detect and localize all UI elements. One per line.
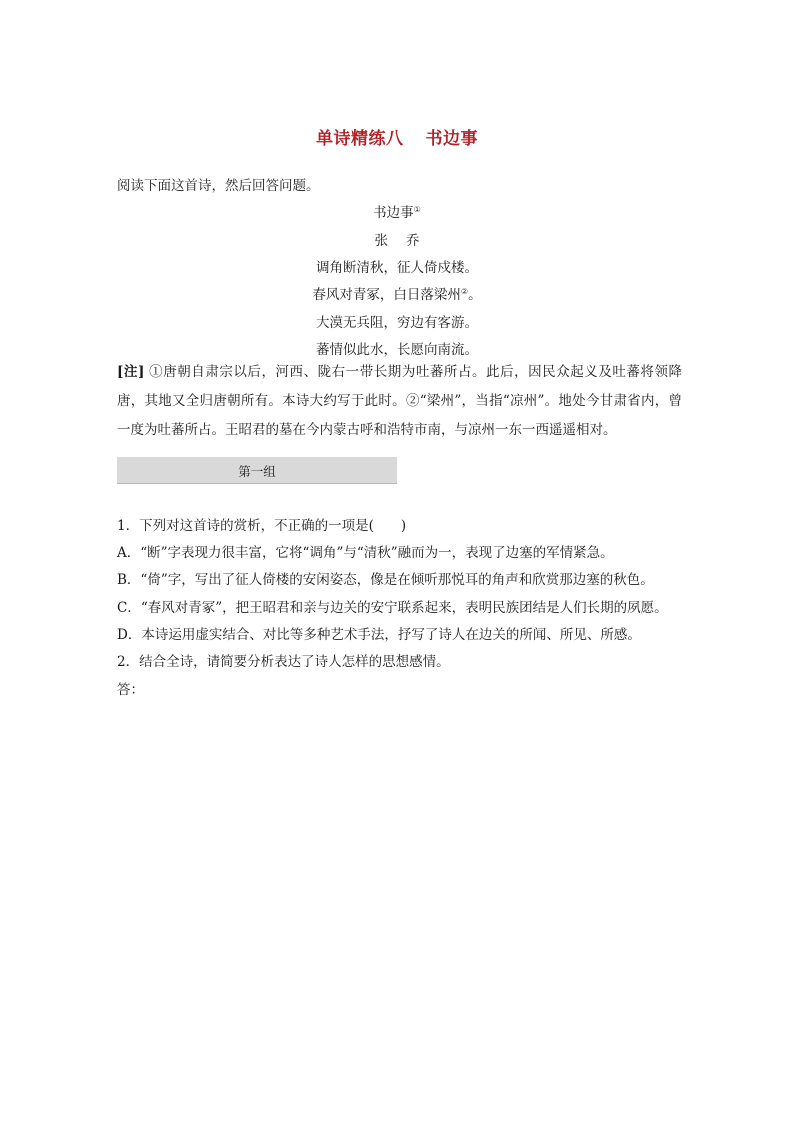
page-title [0,124,794,149]
author-surname: 张 [374,233,388,249]
poem-line-1: 调角断清秋，征人倚戍楼。 [316,260,478,276]
section-header-label: 第一组 [238,464,276,479]
poem-title-text: 书边事 [373,205,414,221]
question-1: 1．下列对这首诗的赏析，不正确的一项是( ) [117,518,407,534]
instruction-text: 阅读下面这首诗，然后回答问题。 [117,178,320,194]
answer-label: 答： [117,682,144,698]
option-d: D．本诗运用虚实结合、对比等多种艺术手法，抒写了诗人在边关的所闻、所见、所感。 [117,627,641,643]
question-2: 2．结合全诗，请简要分析表达了诗人怎样的思想感情。 [117,654,450,670]
poem-title [0,201,794,221]
note-tag: [注] [117,364,145,380]
annotation-note [117,358,682,445]
footnote-marker-1: ① [413,205,421,214]
poem-line-3: 大漠无兵阻，穷边有客游。 [316,315,478,331]
option-a: A．“断”字表现力很丰富，它将“调角”与“清秋”融而为一，表现了边塞的军情紧急。 [117,545,614,561]
option-c: C．“春风对青冢”，把王昭君和亲与边关的安宁联系起来，表明民族团结是人们长期的夙愿。 [117,600,668,616]
poem-line-2-text: 春风对青冢，白日落梁州 [312,287,461,303]
title-poem-name: 书边事 [425,129,478,149]
poem-line-2 [0,283,794,303]
note-text: ①唐朝自肃宗以后，河西、陇右一带长期为吐蕃所占。此后，因民众起义及吐蕃将领降唐，其地又全归唐朝所有。本诗大约写于此时。②“梁州”，当指“凉州”。地处今甘肃省内，曾一度为吐蕃所占。王昭君的墓在今内蒙古呼和浩特市南，与凉州一东一西遥遥相对。 [117,364,683,438]
author-given-name: 乔 [406,233,420,249]
footnote-marker-2: ② [460,287,469,296]
poem-line-4: 蕃情似此水，长愿向南流。 [316,342,478,358]
poem-author [0,229,794,249]
option-b: B．“倚”字，写出了征人倚楼的安闲姿态，像是在倾听那悦耳的角声和欣赏那边塞的秋色。 [117,572,654,588]
poem-line-2-end: 。 [468,287,482,303]
section-header-bar [117,457,397,484]
title-series: 单诗精练八 [316,129,404,149]
